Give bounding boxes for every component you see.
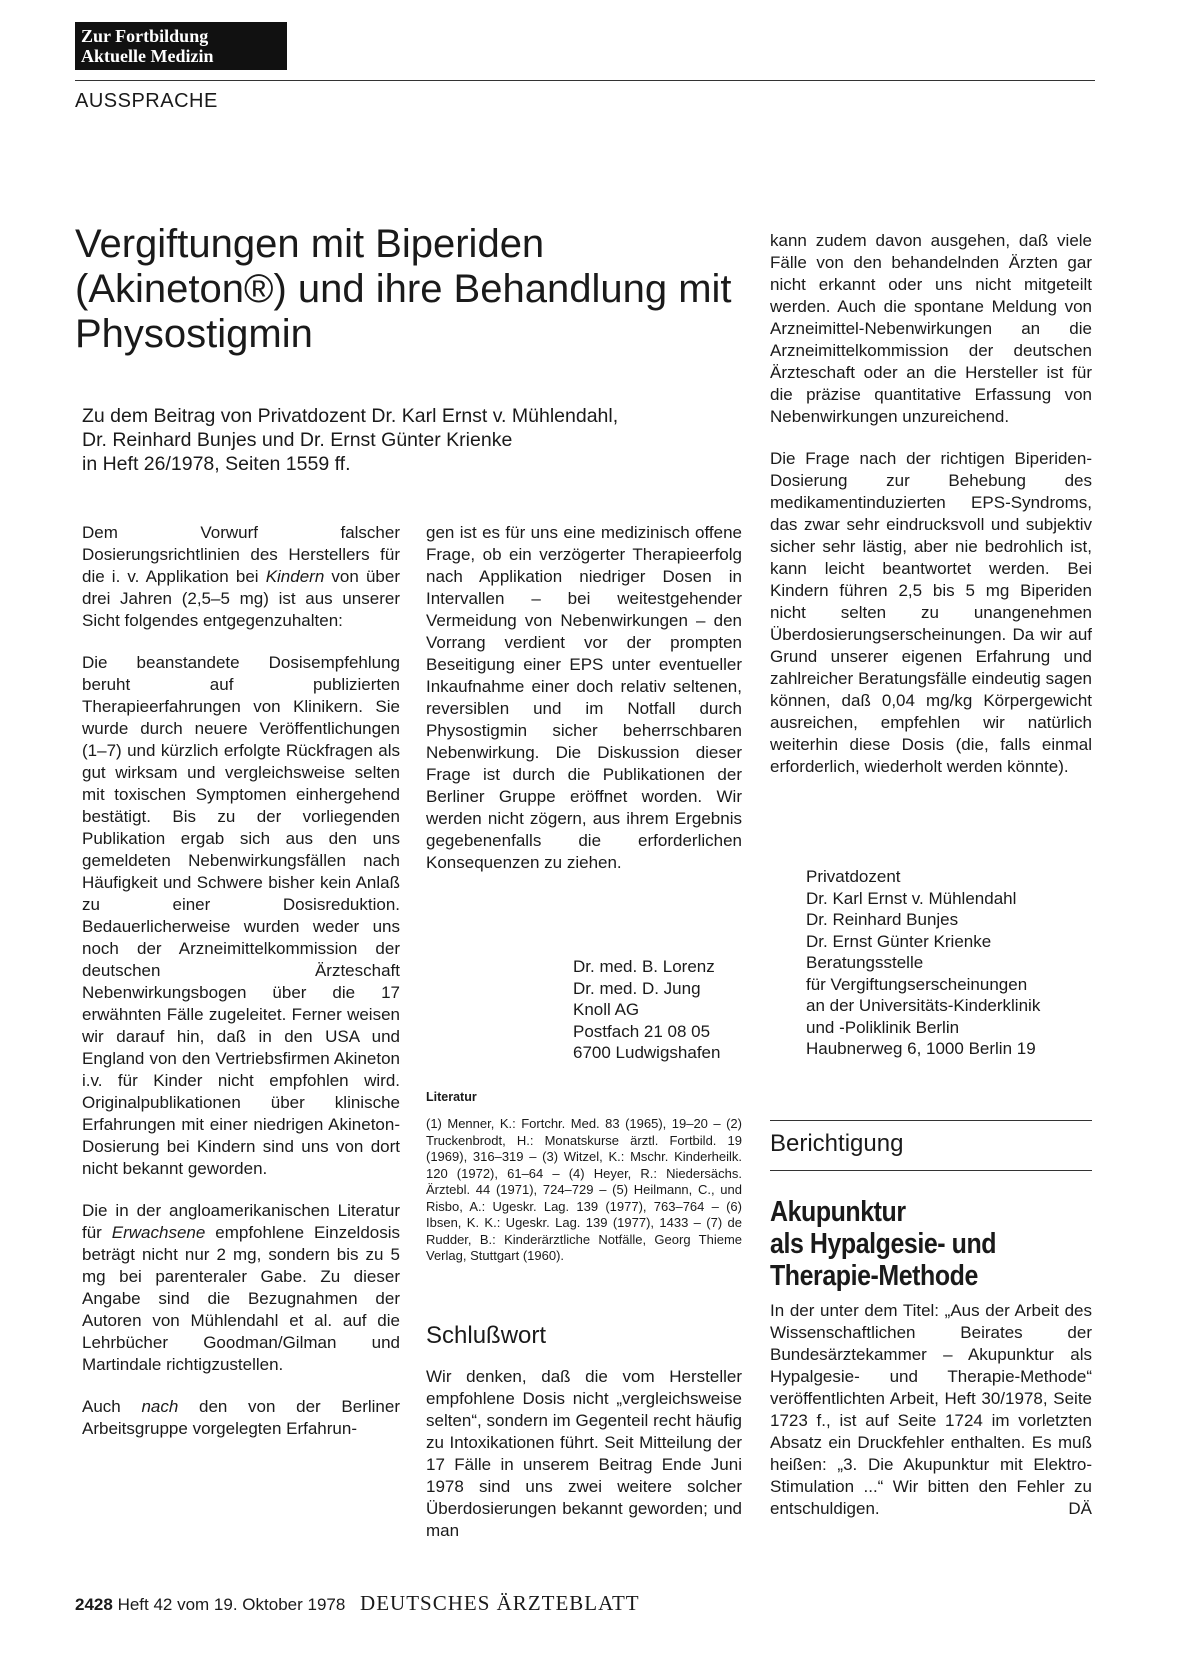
header-rule: [75, 80, 1095, 81]
paragraph: kann zudem davon ausgehen, daß viele Fälle von den behandelnden Ärzten gar nicht erkannt oder uns nicht mitgeteilt werden. Auch die spontane Meldung von Arzneimittel-Nebenwirkungen an die Arzneimittelkommission der deutschen Ärzteschaft oder an die Hersteller ist für die präzise quantitative Erfassung von Nebenwirkungen unzureichend.: [770, 231, 1092, 426]
column-1: [82, 522, 400, 1440]
article-subtitle: [82, 404, 722, 476]
signature-line: Postfach 21 08 05: [573, 1021, 711, 1041]
divider: [770, 1120, 1092, 1121]
title-line: als Hypalgesie- und: [770, 1228, 997, 1260]
correction-text: [770, 1300, 1092, 1520]
signature-line: Knoll AG: [573, 1000, 640, 1019]
signature-line: an der Universitäts-Kinderklinik: [806, 996, 1041, 1015]
signature-line: Dr. Ernst Günter Krienke: [806, 931, 992, 951]
signature-line: Privatdozent: [806, 867, 901, 886]
correction-section-label: Berichtigung: [770, 1130, 904, 1157]
page-number: 2428: [75, 1595, 113, 1614]
paragraph: Auch nach den von der Berliner Arbeitsgruppe vorgelegten Erfahrun-: [82, 1397, 400, 1438]
divider: [770, 1170, 1092, 1171]
paragraph: In der unter dem Titel: „Aus der Arbeit des Wissenschaftlichen Beirates der Bundesärztekammer – Akupunktur als Hypalgesie- und Therapie-Methode“ veröffentlichten Arbeit, Heft 30/1978, Seite 1723 f., ist auf Seite 1724 im vorletzten Absatz ein Druckfehler enthalten. Es muß heißen: „3. Die Akupunktur mit Elektro-Stimulation ...“ Wir bitten den Fehler zu entschuldigen. DÄ: [770, 1301, 1092, 1518]
paragraph: Die Frage nach der richtigen Biperiden-Dosierung zur Behebung des medikamentinduzierten EPS-Syndroms, das zwar sehr eindrucksvoll und subjektiv sicher sehr lästig, aber nie bedrohlich ist, kann leicht beantwortet werden. Bei Kindern führen 2,5 bis 5 mg Biperiden nicht selten zu unangenehmen Überdosierungserscheinungen. Da wir auf Grund unserer eigenen Erfahrung und zahlreicher Beratungsfälle eindeutig sagen können, daß 0,04 mg/kg Körpergewicht ausreichen, empfehlen wir natürlich weiterhin diese Dosis (die, falls einmal erforderlich, wiederholt werden könnte).: [770, 449, 1092, 776]
signature-line: 6700 Ludwigshafen: [573, 1043, 721, 1062]
paragraph: Die in der angloamerikanischen Literatur für Erwachsene empfohlene Einzeldosis beträgt nicht nur 2 mg, sondern bis zu 5 mg bei parenteraler Gabe. Zu dieser Angabe sind die Bezugnahmen der Autoren von Mühlendahl et al. auf die Lehrbücher Goodman/Gilman und Martindale richtigzustellen.: [82, 1201, 401, 1374]
page-footer: [75, 1591, 640, 1616]
signature-manufacturer: [573, 956, 720, 1064]
column-2: [426, 522, 742, 874]
schlusswort-text: [426, 1366, 742, 1542]
signature-line: für Vergiftungserscheinungen: [806, 974, 1028, 994]
column-3: [770, 230, 1092, 778]
title-line: Akupunktur: [770, 1196, 906, 1228]
signature-line: und -Poliklinik Berlin: [806, 1017, 960, 1037]
paragraph: gen ist es für uns eine medizinisch offene Frage, ob ein verzögerter Therapieerfolg nach Applikation niedriger Dosen in Intervallen – bei weitestgehender Vermeidung von Nebenwirkungen – den Vorrang verdient vor der prompten Beseitigung einer EPS unter eventueller Inkaufnahme einer doch relativ seltenen, reversiblen und im Notfall durch Physostigmin sicher beherrschbaren Nebenwirkung. Die Diskussion dieser Frage ist durch die Publikationen der Berliner Gruppe eröffnet worden. Wir werden nicht zögern, aus ihrem Ergebnis gegebenenfalls die erforderlichen Konsequenzen zu ziehen.: [426, 523, 742, 872]
journal-name: DEUTSCHES ÄRZTEBLATT: [360, 1591, 640, 1615]
rubric-badge: [75, 22, 287, 70]
signature-authors: [806, 866, 1040, 1060]
correction-title: [770, 1196, 1047, 1292]
signature-line: Beratungsstelle: [806, 953, 924, 972]
subtitle-line: Zu dem Beitrag von Privatdozent Dr. Karl Ernst v. Mühlendahl,: [82, 405, 619, 427]
signature-line: Dr. Karl Ernst v. Mühlendahl: [806, 888, 1017, 908]
signature-line: Dr. med. B. Lorenz: [573, 957, 715, 976]
badge-line-2: Aktuelle Medizin: [81, 46, 214, 66]
paragraph: Die beanstandete Dosisempfehlung beruht auf publizierten Therapieerfahrungen von Klinikern. Sie wurde durch neuere Veröffentlichungen (1–7) und kürzlich erfolgte Rückfragen als gut wirksam und vergleichsweise selten mit toxischen Symptomen einhergehend bestätigt. Bis zu der vorliegenden Publikation ergab sich aus den uns gemeldeten Nebenwirkungsfällen nach Häufigkeit und Schwere bisher kein Anlaß zu einer Dosisreduktion. Bedauerlicherweise wurden weder uns noch der Arzneimittelkommission der deutschen Ärzteschaft Nebenwirkungsbogen über die 17 erwähnten Fälle zugeleitet. Ferner weisen wir darauf hin, daß in den USA und England von den Vertriebsfirmen Akineton i.v. für Kinder nicht empfohlen wird. Originalpublikationen über klinische Erfahrungen mit einer niedrigen Akineton-Dosierung bei Kindern sind uns von dort nicht bekannt geworden.: [82, 653, 400, 1178]
article-title: Vergiftungen mit Biperiden (Akineton®) und ihre Behandlung mit Physostigmin: [75, 222, 732, 356]
signature-line: Dr. med. D. Jung: [573, 978, 701, 998]
paragraph: Wir denken, daß die vom Hersteller empfohlene Dosis nicht „vergleichsweise selten“, sondern im Gegenteil recht häufig zu Intoxikationen führt. Seit Mitteilung der 17 Fälle in unserem Beitrag Ende Juni 1978 sind uns zwei weitere solcher Überdosierungen bekannt geworden; und man: [426, 1367, 742, 1540]
literature-heading: Literatur: [426, 1090, 477, 1104]
subtitle-line: Dr. Reinhard Bunjes und Dr. Ernst Günter Krienke: [82, 429, 513, 451]
literature-list: (1) Menner, K.: Fortchr. Med. 83 (1965), 19–20 – (2) Truckenbrodt, H.: Monatskurse ärztl. Fortbild. 19 (1969), 316–319 – (3) Witzel, K.: Mschr. Kinderheilk. 120 (1972), 61–64 – (4) Heyer, R.: Niedersächs. Ärztebl. 44 (1971), 724–729 – (5) Heilmann, C., und Risbo, A.: Ugeskr. Lag. 139 (1977), 763–764 – (6) Ibsen, K. K.: Ugeskr. Lag. 139 (1977), 1433 – (7) de Rudder, B.: Kinderärztliche Notfälle, Georg Thieme Verlag, Stuttgart (1960).: [426, 1116, 742, 1263]
issue-info: Heft 42 vom 19. Oktober 1978: [117, 1595, 346, 1614]
initials: DÄ: [1068, 1499, 1092, 1518]
schlusswort-heading: Schlußwort: [426, 1322, 547, 1349]
subtitle-line: in Heft 26/1978, Seiten 1559 ff.: [82, 453, 351, 475]
signature-line: Haubnerweg 6, 1000 Berlin 19: [806, 1039, 1036, 1058]
section-label: AUSSPRACHE: [75, 90, 218, 112]
signature-line: Dr. Reinhard Bunjes: [806, 910, 959, 929]
title-line: Therapie-Methode: [770, 1260, 978, 1292]
paragraph: Dem Vorwurf falscher Dosierungsrichtlinien des Herstellers für die i. v. Applikation bei Kindern von über drei Jahren (2,5–5 mg) ist aus unserer Sicht folgendes entgegenzuhalten:: [82, 523, 400, 630]
badge-line-1: Zur Fortbildung: [81, 26, 209, 46]
